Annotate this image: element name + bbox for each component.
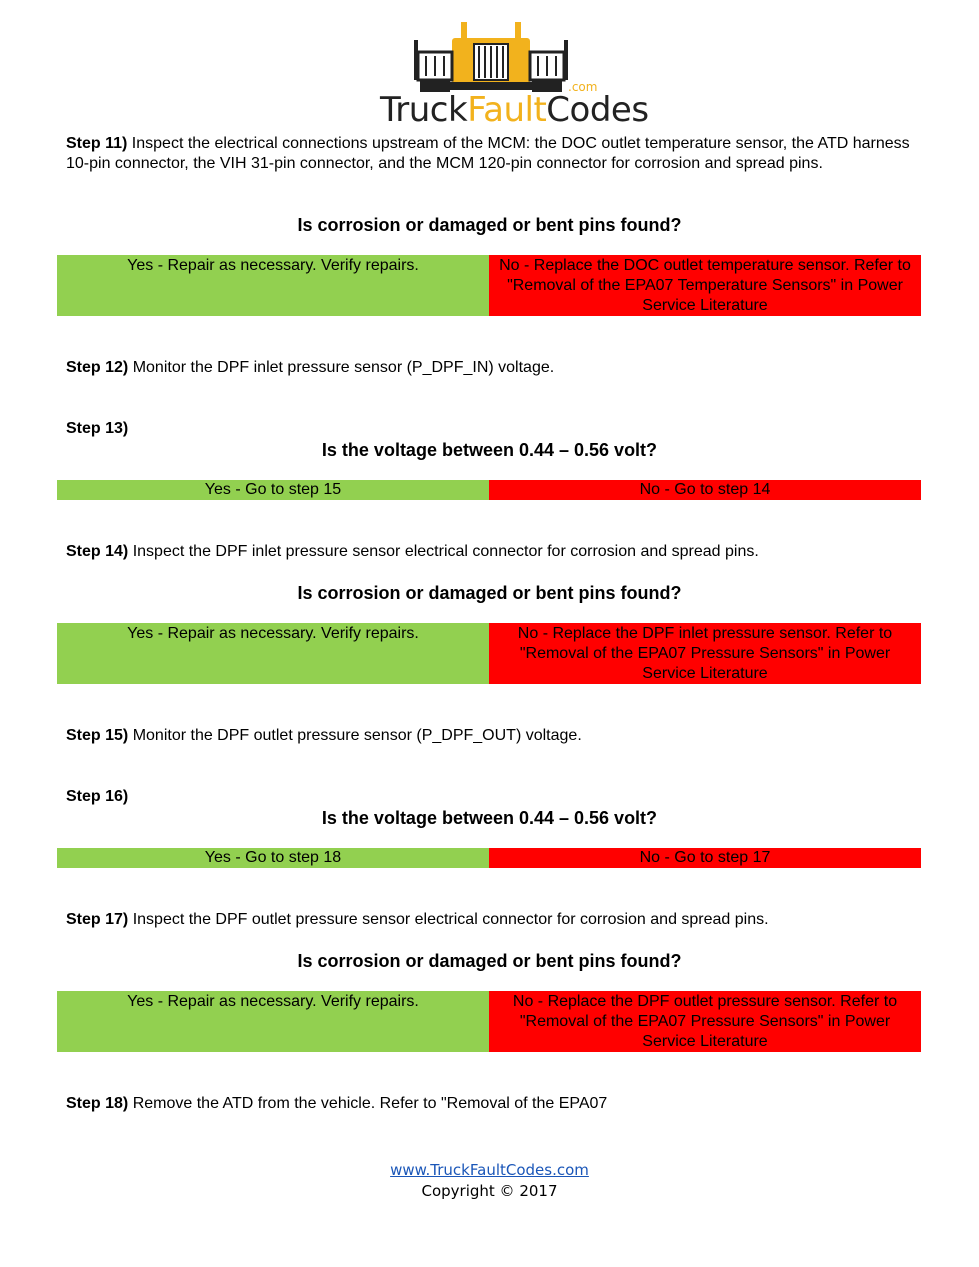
truckfaultcodes-logo — [380, 18, 649, 130]
answer-row-2 — [57, 480, 921, 500]
answer-row-5 — [57, 991, 921, 1052]
question-5: Is corrosion or damaged or bent pins found? — [297, 951, 682, 971]
step-18: Step 18) Remove the ATD from the vehicle. Refer to "Removal of the EPA07 — [66, 1095, 608, 1112]
step-11: Step 11) Inspect the electrical connections upstream of the MCM: the DOC outlet temperature sensor, the ATD harness 10-pin connector, the VIH 31-pin connector, and the MCM 120-pin connector for corrosion and spread pins. — [66, 135, 910, 172]
step-17: Step 17) Inspect the DPF outlet pressure sensor electrical connector for corrosion and spread pins. — [66, 911, 769, 928]
answer-yes-5: Yes - Repair as necessary. Verify repairs. — [57, 991, 489, 1052]
footer — [0, 1160, 979, 1202]
answer-no-3: No - Replace the DPF inlet pressure sensor. Refer to "Removal of the EPA07 Pressure Sensors" in Power Service Literature — [489, 623, 921, 684]
step-12: Step 12) Monitor the DPF inlet pressure sensor (P_DPF_IN) voltage. — [66, 359, 555, 376]
answer-no-4: No - Go to step 17 — [489, 848, 921, 868]
footer-link[interactable]: www.TruckFaultCodes.com — [390, 1161, 589, 1179]
answer-no-1: No - Replace the DOC outlet temperature sensor. Refer to "Removal of the EPA07 Temperature Sensors" in Power Service Literature — [489, 255, 921, 316]
answer-no-5: No - Replace the DPF outlet pressure sensor. Refer to "Removal of the EPA07 Pressure Sensors" in Power Service Literature — [489, 991, 921, 1052]
answer-row-4 — [57, 848, 921, 868]
step-13: Step 13) — [66, 420, 129, 437]
answer-no-2: No - Go to step 14 — [489, 480, 921, 500]
step-15: Step 15) Monitor the DPF outlet pressure sensor (P_DPF_OUT) voltage. — [66, 727, 582, 744]
step-16: Step 16) — [66, 788, 129, 805]
answer-yes-1: Yes - Repair as necessary. Verify repairs. — [57, 255, 489, 316]
step-14: Step 14) Inspect the DPF inlet pressure sensor electrical connector for corrosion and spread pins. — [66, 543, 759, 560]
logo-wordmark: TruckFaultCodes — [380, 90, 649, 130]
question-3: Is corrosion or damaged or bent pins found? — [297, 583, 682, 603]
question-2: Is the voltage between 0.44 – 0.56 volt? — [321, 440, 658, 460]
answer-yes-3: Yes - Repair as necessary. Verify repairs. — [57, 623, 489, 684]
logo-com: .com — [568, 80, 598, 94]
question-4: Is the voltage between 0.44 – 0.56 volt? — [321, 808, 658, 828]
question-1: Is corrosion or damaged or bent pins found? — [297, 215, 682, 235]
copyright: Copyright © 2017 — [421, 1182, 558, 1200]
answer-row-3 — [57, 623, 921, 684]
answer-yes-2: Yes - Go to step 15 — [57, 480, 489, 500]
answer-yes-4: Yes - Go to step 18 — [57, 848, 489, 868]
answer-row-1 — [57, 255, 921, 316]
